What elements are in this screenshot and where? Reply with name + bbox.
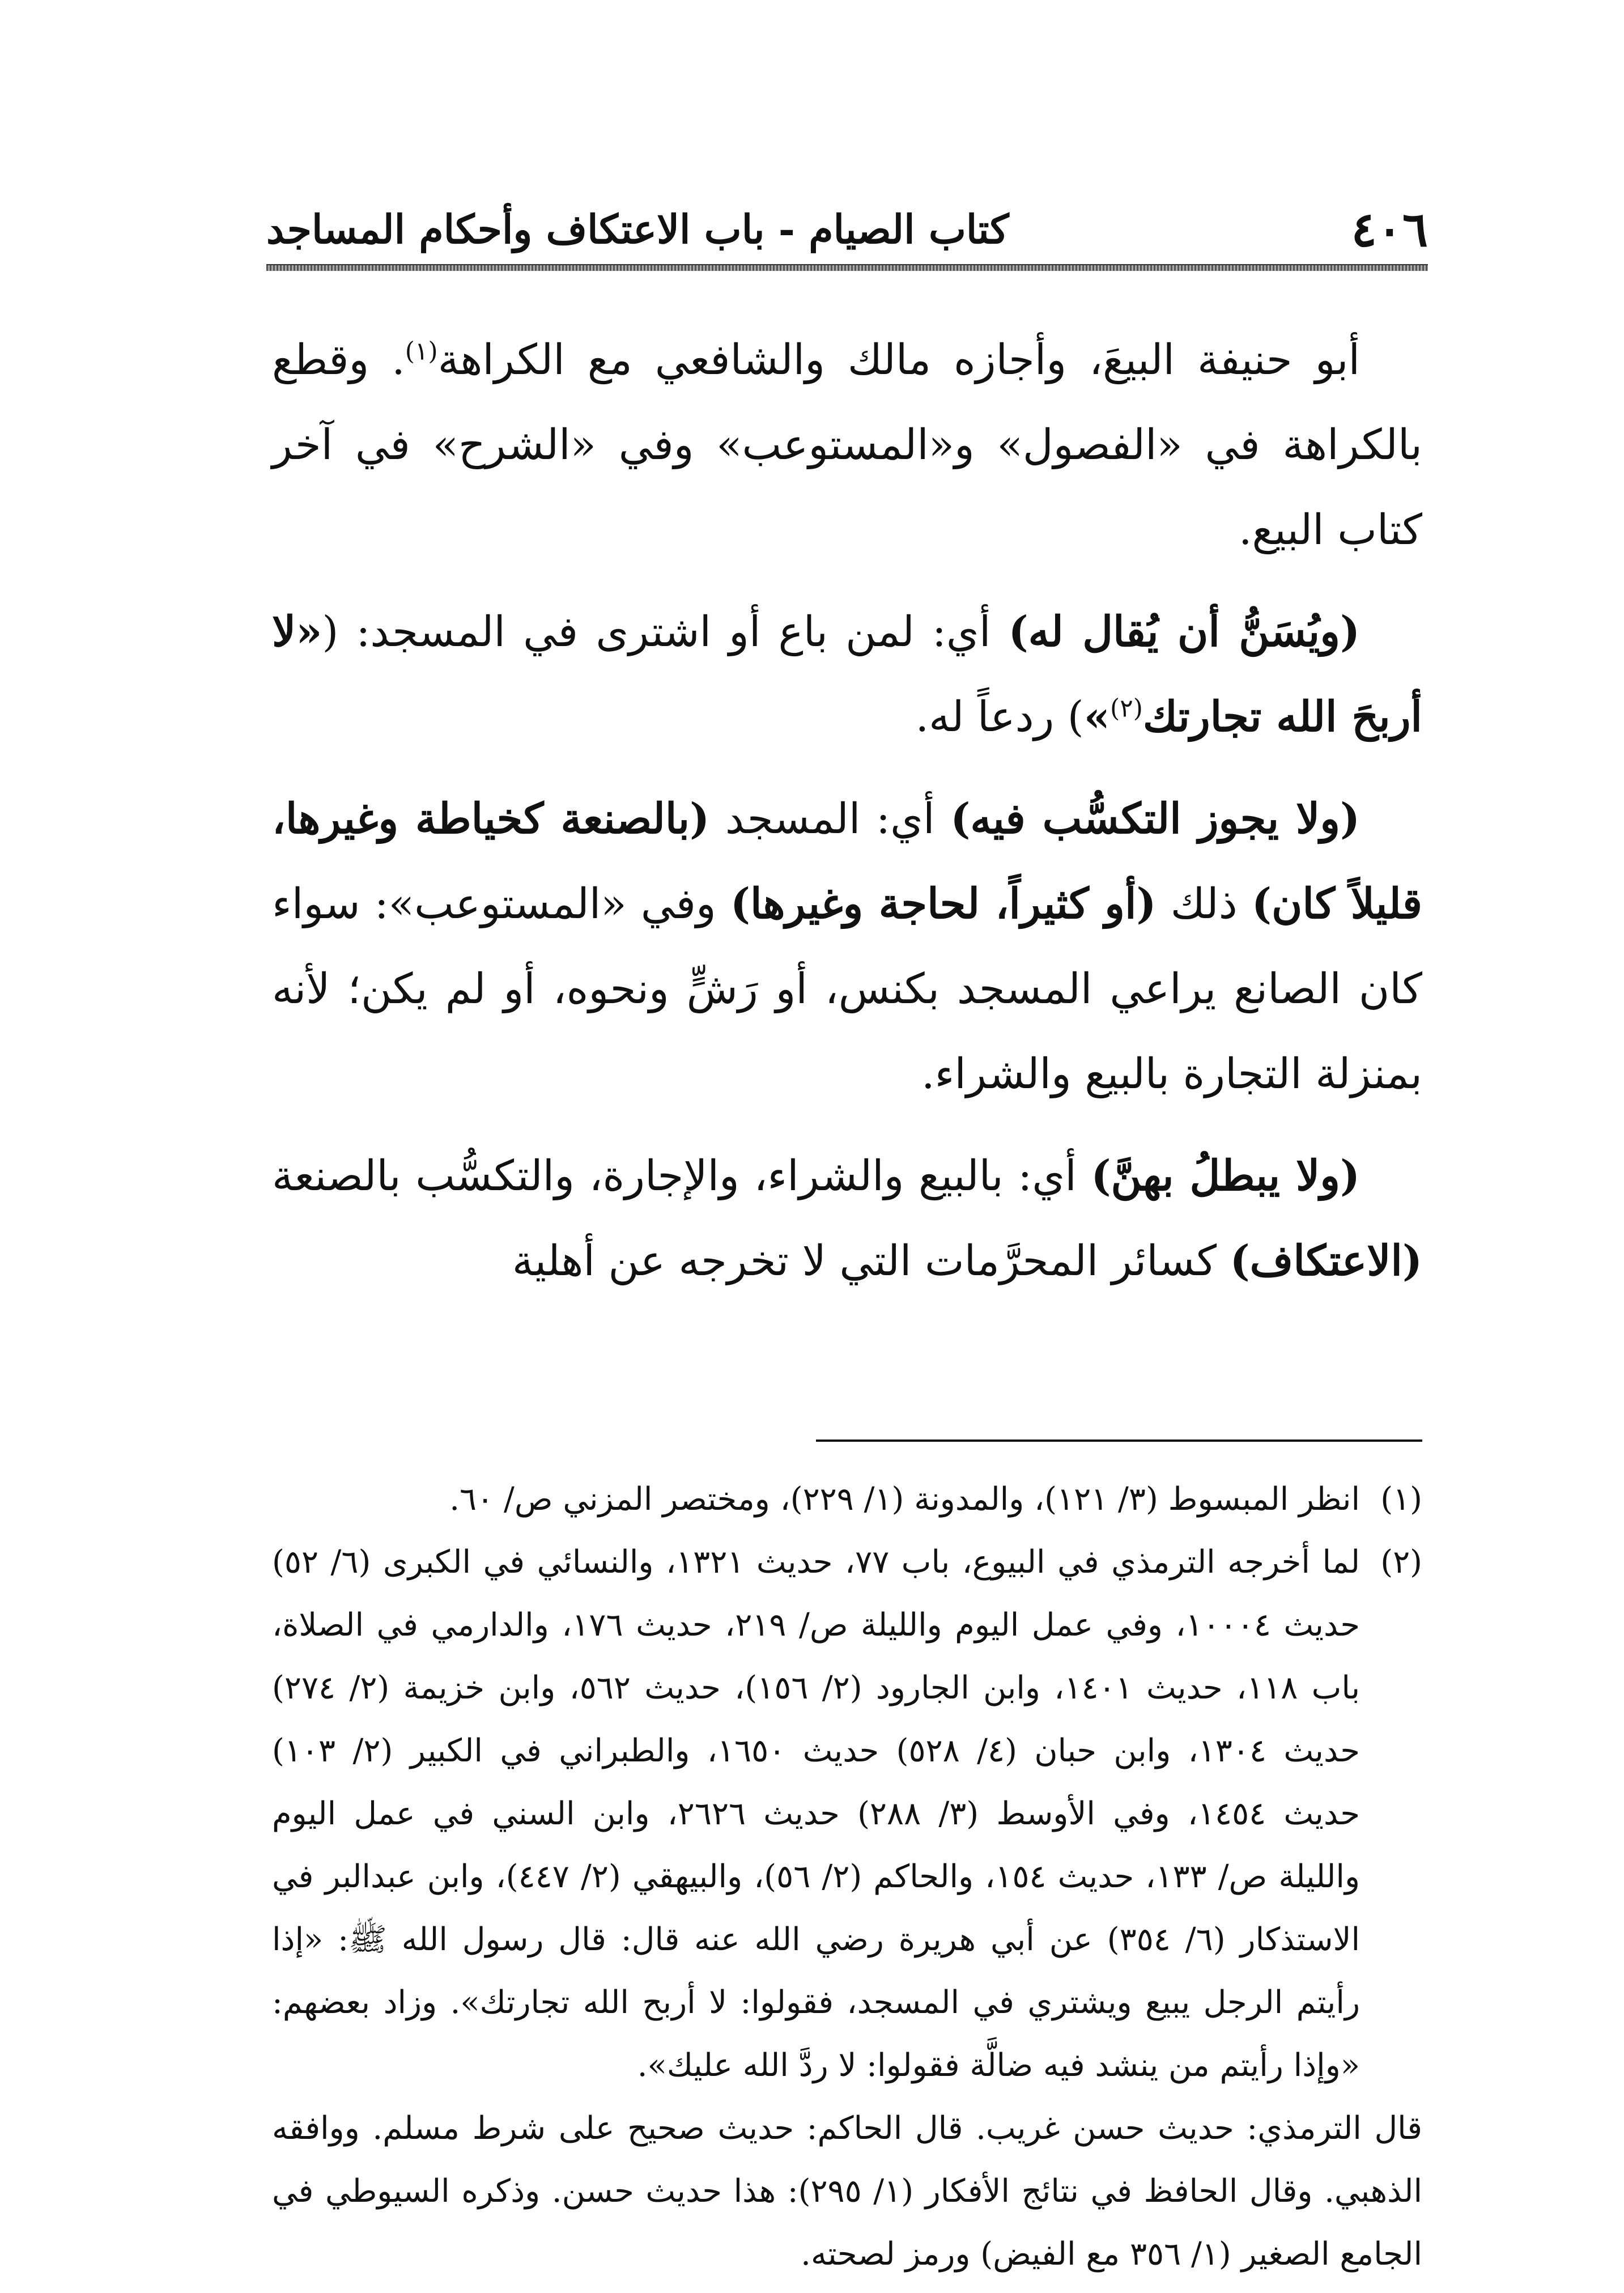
- p2-bold-a: (ويُسَنُّ أن يُقال له): [1008, 608, 1360, 656]
- footnote-2-number: (٢): [1380, 1544, 1422, 1581]
- p2-bold-c: »: [1083, 693, 1110, 741]
- main-text: [272, 317, 1422, 1320]
- footnote-2-continuation: قال الترمذي: حديث حسن غريب. قال الحاكم: حديث صحيح على شرط مسلم. ووافقه الذهبي. وقال الحافظ في نتائج الأفكار (١/ ٢٩٥): هذا حديث حسن. وذكره السيوطي في الجامع الصغير (١/ ٣٥٦ مع الفيض) ورمز لصحته.: [272, 2110, 1423, 2273]
- footnotes: [272, 1468, 1422, 2286]
- p3-text-c: وفي «المستوعب»: سواء كان الصانع يراعي المسجد بكنس، أو رَشٍّ ونحوه، أو لم يكن؛ لأنه بمنزلة التجارة بالبيع والشراء.: [272, 880, 1422, 1098]
- page-number: ٤٠٦: [1351, 201, 1428, 257]
- p4-text-a: أي: بالبيع والشراء، والإجارة، والتكسُّب بالصنعة: [272, 1152, 1091, 1200]
- p2-text-a: أي: لمن باع أو اشترى في المسجد: (: [322, 608, 1009, 656]
- p4-bold-b: (الاعتكاف): [1230, 1237, 1422, 1285]
- p3-bold-b: (بالصنعة كخياطة وغيرها، قليلاً كان): [272, 795, 1422, 928]
- footnote-ref-2: (٢): [1109, 694, 1143, 723]
- paragraph-1: [272, 317, 1422, 572]
- page-header: [266, 198, 1428, 261]
- paragraph-3: [272, 776, 1422, 1116]
- footnote-rule: [816, 1440, 1422, 1442]
- paragraph-2: [272, 589, 1422, 759]
- p1-text-a: أبو حنيفة البيعَ، وأجازه مالك والشافعي مع الكراهة: [437, 336, 1360, 384]
- footnote-1-number: (١): [1380, 1481, 1422, 1518]
- footnote-1: [272, 1468, 1422, 1531]
- p3-bold-a: (ولا يجوز التكسُّب فيه): [950, 795, 1360, 843]
- header-rule: [266, 264, 1428, 271]
- paragraph-4: [272, 1133, 1422, 1303]
- footnote-2: [272, 1531, 1422, 2097]
- footnote-ref-1: (١): [405, 337, 438, 366]
- p3-text-a: أي: المسجد: [709, 795, 951, 843]
- p4-bold-a: (ولا يبطلُ بهنَّ): [1091, 1152, 1360, 1200]
- p2-bold-b: «لا أربحَ الله تجارتك: [272, 608, 1422, 741]
- footnote-1-text: انظر المبسوط (٣/ ١٢١)، والمدونة (١/ ٢٢٩)، ومختصر المزني ص/ ٦٠.: [449, 1481, 1360, 1518]
- footnote-2-text: لما أخرجه الترمذي في البيوع، باب ٧٧، حديث ١٣٢١، والنسائي في الكبرى (٦/ ٥٢) حديث ١٠٠٠٤، وفي عمل اليوم والليلة ص/ ٢١٩، حديث ١٧٦، والدارمي في الصلاة، باب ١١٨، حديث ١٤٠١، وابن الجارود (٢/ ١٥٦)، حديث ٥٦٢، وابن خزيمة (٢/ ٢٧٤) حديث ١٣٠٤، وابن حبان (٤/ ٥٢٨) حديث ١٦٥٠، والطبراني في الكبير (٢/ ١٠٣) حديث ١٤٥٤، وفي الأوسط (٣/ ٢٨٨) حديث ٢٦٢٦، وابن السني في عمل اليوم والليلة ص/ ١٣٣، حديث ١٥٤، والحاكم (٢/ ٥٦)، والبيهقي (٢/ ٤٤٧)، وابن عبدالبر في الاستذكار (٦/ ٣٥٤) عن أبي هريرة رضي الله عنه قال: قال رسول الله ﷺ: «إذا رأيتم الرجل يبيع ويشتري في المسجد، فقولوا: لا أربح الله تجارتك». وزاد بعضهم: «وإذا رأيتم من ينشد فيه ضالَّة فقولوا: لا ردَّ الله عليك».: [272, 1544, 1361, 2084]
- p3-bold-c: (أو كثيراً، لحاجة وغيرها): [730, 880, 1157, 928]
- p2-text-b: ) ردعاً له.: [915, 693, 1084, 741]
- p1-text-b: . وقطع بالكراهة في «الفصول» و«المستوعب» وفي «الشرح» في آخر كتاب البيع.: [272, 336, 1422, 554]
- running-title: كتاب الصيام - باب الاعتكاف وأحكام المساجد: [266, 206, 1009, 253]
- p3-text-b: ذلك: [1156, 880, 1252, 928]
- p4-text-b: كسائر المحرَّمات التي لا تخرجه عن أهلية: [512, 1237, 1230, 1285]
